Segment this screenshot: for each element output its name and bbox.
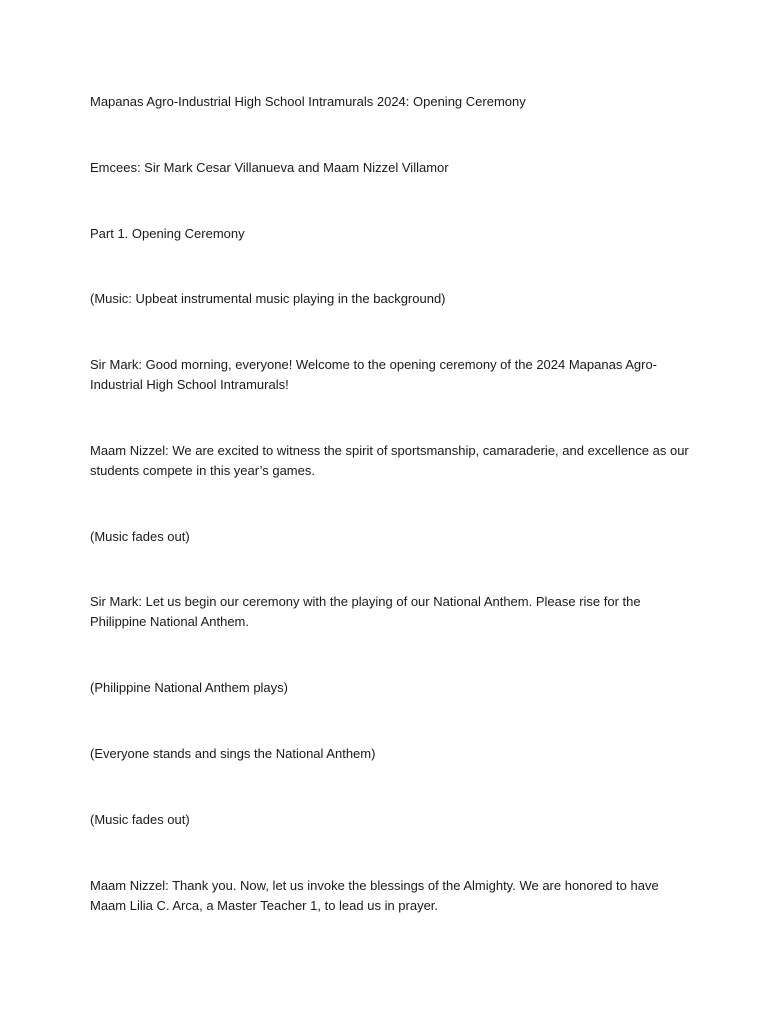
script-line-sir-mark-anthem: Sir Mark: Let us begin our ceremony with the playing of our National Anthem. Please rise for the Philippine National Anthem.	[90, 594, 641, 629]
stage-direction-music: (Music: Upbeat instrumental music playing in the background)	[90, 291, 446, 306]
part-heading: Part 1. Opening Ceremony	[90, 226, 245, 241]
document-title: Mapanas Agro-Industrial High School Intramurals 2024: Opening Ceremony	[90, 94, 526, 109]
script-line-sir-mark: Sir Mark: Good morning, everyone! Welcome to the opening ceremony of the 2024 Mapanas Agro-Industrial High School Intramurals!	[90, 357, 658, 392]
stage-direction-anthem: (Philippine National Anthem plays)	[90, 680, 288, 695]
stage-direction-fade-2: (Music fades out)	[90, 812, 190, 827]
emcees-line: Emcees: Sir Mark Cesar Villanueva and Maam Nizzel Villamor	[90, 160, 449, 175]
stage-direction-sing: (Everyone stands and sings the National Anthem)	[90, 746, 376, 761]
script-line-maam-nizzel: Maam Nizzel: We are excited to witness the spirit of sportsmanship, camaraderie, and excellence as our students compete in this year’s games.	[90, 443, 689, 478]
stage-direction-fade: (Music fades out)	[90, 529, 190, 544]
script-line-maam-nizzel-prayer: Maam Nizzel: Thank you. Now, let us invoke the blessings of the Almighty. We are honored to have Maam Lilia C. Arca, a Master Teacher 1, to lead us in prayer.	[90, 878, 659, 913]
